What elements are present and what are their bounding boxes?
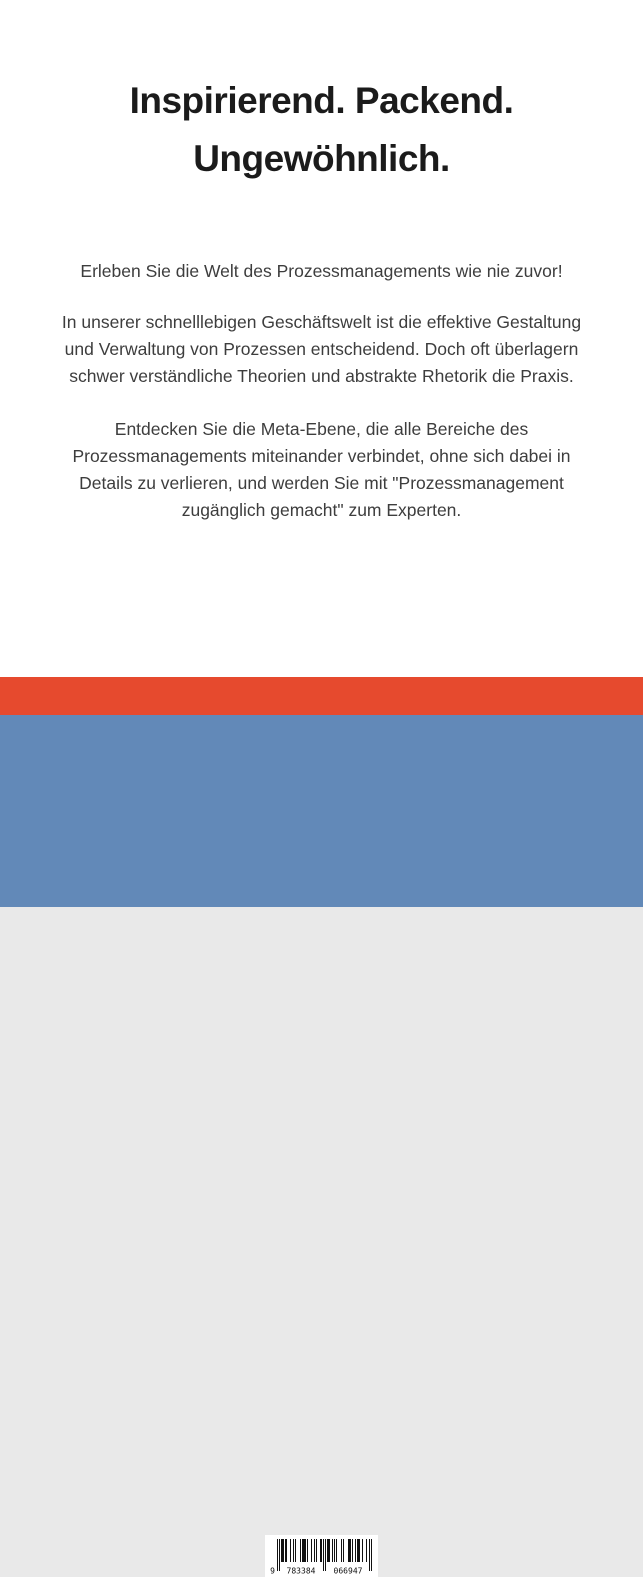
blurb-line: Entdecken Sie die Meta-Ebene, die alle Bereiche des: [114, 419, 529, 439]
isbn-barcode: [265, 1535, 378, 1577]
blurb-paragraph-2: [0, 309, 643, 390]
barcode-first-digit: 9: [270, 1566, 275, 1576]
headline: [0, 72, 643, 188]
blurb-line: schwer verständliche Theorien und abstrakte Rhetorik die Praxis.: [69, 366, 574, 386]
blurb-line: Prozessmanagements miteinander verbindet, ohne sich dabei in: [72, 446, 571, 466]
blurb-paragraph-3: [0, 416, 643, 524]
blurb-line: Details zu verlieren, und werden Sie mit "Prozessmanagement: [79, 473, 564, 493]
accent-stripe-red: [0, 677, 643, 715]
blurb-line: Erleben Sie die Welt des Prozessmanagements wie nie zuvor!: [80, 261, 563, 281]
blurb-line: und Verwaltung von Prozessen entscheidend. Doch oft überlagern: [64, 339, 579, 359]
bottom-band-blue: [0, 715, 643, 1576]
blurb-line: In unserer schnelllebigen Geschäftswelt ist die effektive Gestaltung: [61, 312, 582, 332]
headline-line-1: Inspirierend. Packend.: [129, 80, 514, 121]
barcode-group-1: 783384: [286, 1566, 316, 1576]
barcode-group-2: 066947: [333, 1566, 363, 1576]
blurb-line: zugänglich gemacht" zum Experten.: [181, 500, 462, 520]
blurb-paragraph-1: [0, 258, 643, 285]
headline-line-2: Ungewöhnlich.: [193, 138, 450, 179]
barcode-svg: [265, 1535, 378, 1577]
